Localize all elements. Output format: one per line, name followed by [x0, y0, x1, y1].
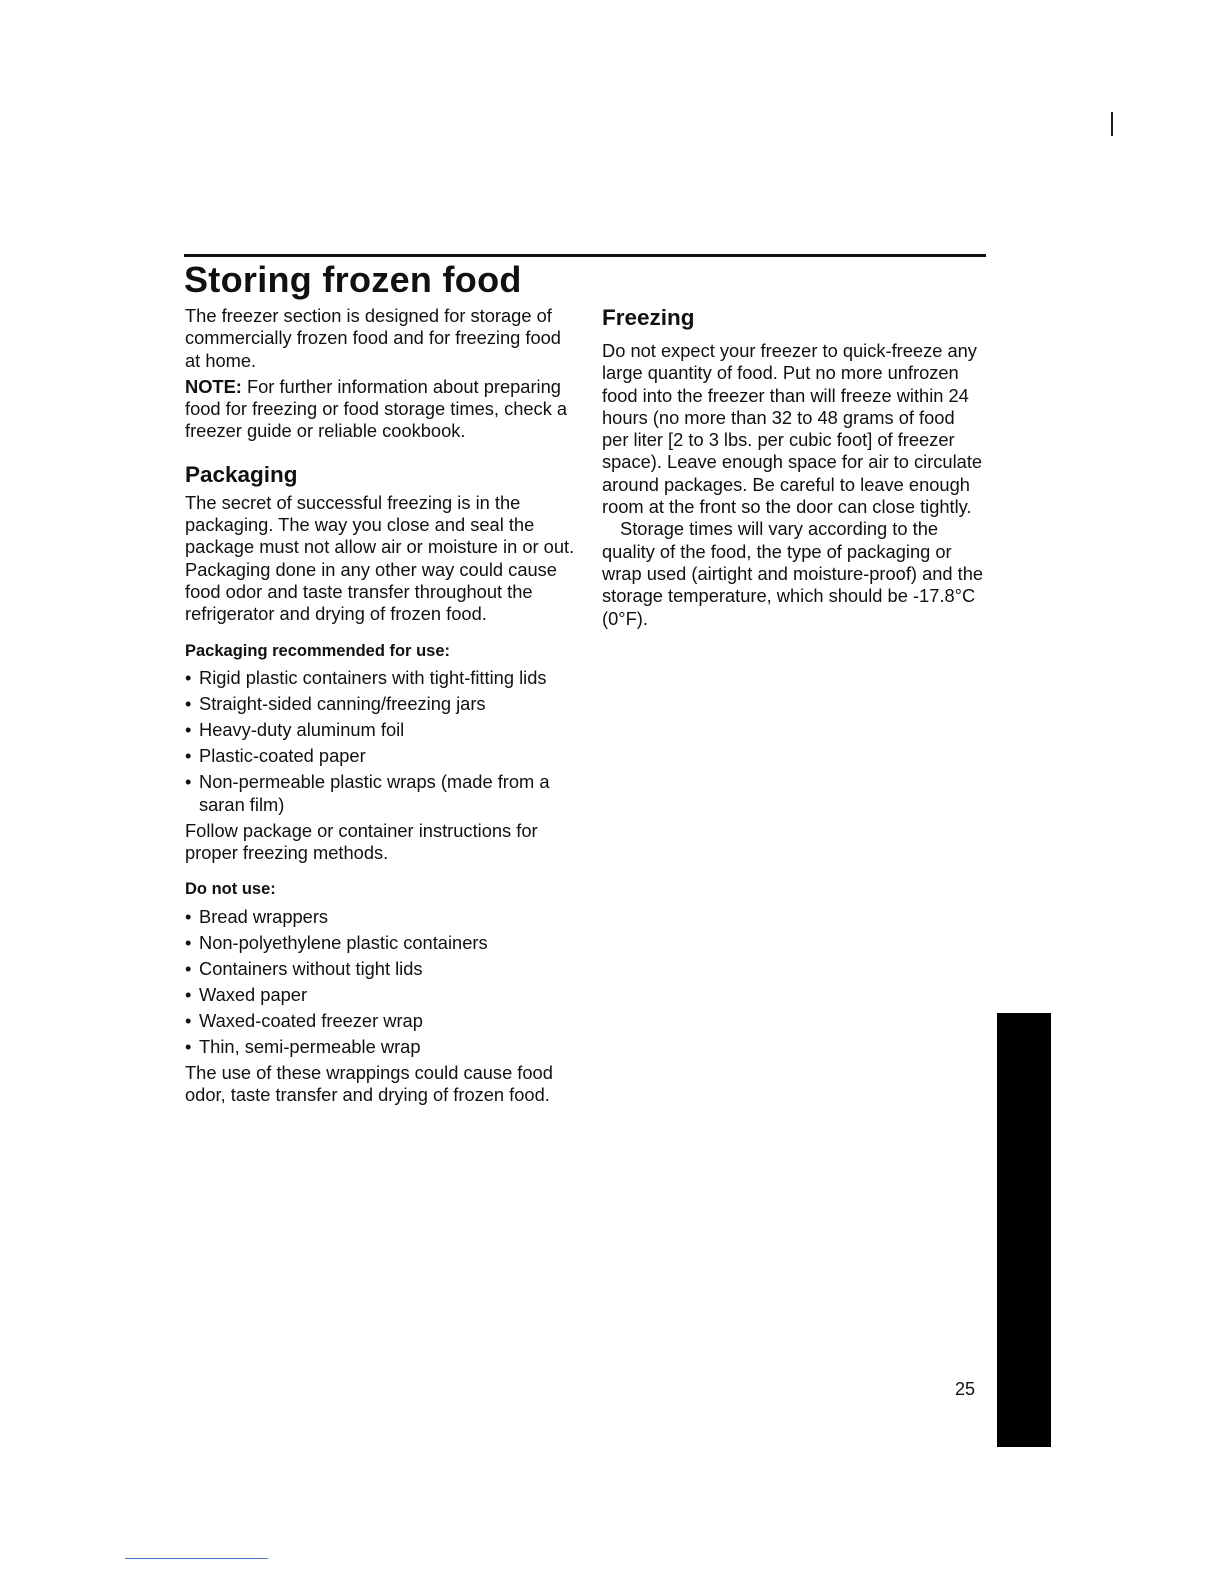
bullet-icon: • — [185, 905, 192, 927]
do-not-use-list — [185, 906, 577, 1059]
note-paragraph — [185, 376, 577, 443]
bullet-icon: • — [185, 1009, 192, 1031]
bullet-icon: • — [185, 983, 192, 1005]
freezing-heading: Freezing — [602, 305, 695, 330]
list-item: • Containers without tight lids — [185, 957, 423, 979]
bullet-icon: • — [185, 745, 192, 767]
note-label: NOTE: — [185, 375, 242, 397]
intro-paragraph: The freezer section is designed for storage of commercially frozen food and for freezing food at home. — [185, 305, 561, 371]
freezing-paragraph-1: Do not expect your freezer to quick-freeze any large quantity of food. Put no more unfrozen food into the freezer than will freeze within 24 hours (no more than 32 to 48 grams of food per liter [2 to 3 lbs. per cubic foot] of freezer space). Leave enough space for air to circulate around packages. Be careful to leave enough room at the front so the door can close tightly. — [602, 340, 983, 518]
section-tab — [997, 1013, 1051, 1447]
recommended-heading: Packaging recommended for use: — [185, 641, 450, 660]
list-item: • Rigid plastic containers with tight-fitting lids — [185, 666, 547, 688]
left-column — [185, 305, 577, 1107]
note-text: For further information about preparing food for freezing or food storage times, check a freezer guide or reliable cookbook. — [185, 375, 568, 442]
list-item: • Thin, semi-permeable wrap — [185, 1035, 421, 1057]
bullet-icon: • — [185, 719, 192, 741]
right-column — [602, 304, 986, 630]
freezing-paragraph-2: Storage times will vary according to the quality of the food, the type of packaging or wrap used (airtight and moisture-proof) and the storage temperature, which should be -17.8°C (0°F). — [602, 518, 984, 629]
packaging-body: The secret of successful freezing is in the packaging. The way you close and seal the package must not allow air or moisture in or out. Packaging done in any other way could cause food odor and taste transfer throughout the refrigerator and drying of frozen food. — [185, 491, 575, 625]
page-title: Storing frozen food — [184, 259, 522, 300]
bullet-icon: • — [185, 771, 192, 793]
bullet-icon: • — [185, 692, 192, 714]
packaging-heading: Packaging — [185, 461, 298, 487]
list-item: • Heavy-duty aluminum foil — [185, 719, 405, 741]
list-item: • Plastic-coated paper — [185, 745, 366, 767]
list-item: • Non-permeable plastic wraps (made from a saran film) — [185, 771, 550, 815]
list-item: • Straight-sided canning/freezing jars — [185, 692, 486, 714]
bullet-icon: • — [185, 666, 192, 688]
title-rule — [184, 254, 986, 257]
follow-instructions: Follow package or container instructions for proper freezing methods. — [185, 819, 538, 863]
do-not-use-heading: Do not use: — [185, 880, 276, 899]
list-item: • Bread wrappers — [185, 905, 329, 927]
list-item: • Non-polyethylene plastic containers — [185, 931, 488, 953]
list-item: • Waxed-coated freezer wrap — [185, 1009, 423, 1031]
closing-paragraph: The use of these wrappings could cause food odor, taste transfer and drying of frozen food. — [185, 1062, 553, 1106]
margin-mark — [1111, 112, 1113, 136]
bullet-icon: • — [185, 931, 192, 953]
bullet-icon: • — [185, 957, 192, 979]
bullet-icon: • — [185, 1035, 192, 1057]
recommended-list — [185, 667, 577, 816]
page-number: 25 — [955, 1379, 976, 1399]
footer-line — [125, 1558, 268, 1559]
list-item: • Waxed paper — [185, 983, 308, 1005]
